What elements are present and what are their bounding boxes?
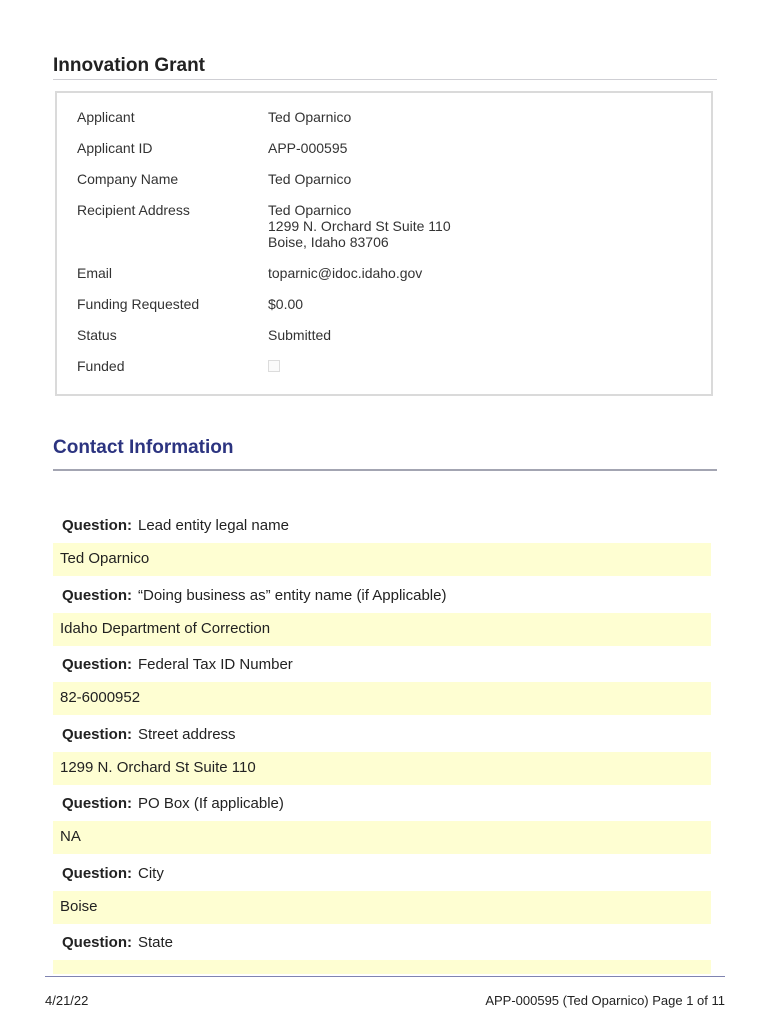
summary-value: $0.00 bbox=[268, 296, 304, 312]
question-prefix: Question: bbox=[62, 934, 132, 951]
question-prefix: Question: bbox=[62, 864, 132, 882]
question-prefix: Question: bbox=[62, 517, 132, 534]
question-row bbox=[62, 517, 289, 534]
summary-label: Applicant ID bbox=[77, 140, 153, 156]
question-prefix: Question: bbox=[62, 725, 132, 743]
address-line: 1299 N. Orchard St Suite 110 bbox=[268, 218, 451, 234]
summary-value: Submitted bbox=[268, 327, 332, 343]
question-text: Federal Tax ID Number bbox=[138, 656, 293, 673]
answer-field: Idaho Department of Correction bbox=[53, 613, 711, 646]
funded-checkbox[interactable] bbox=[268, 360, 280, 372]
question-text: PO Box (If applicable) bbox=[138, 795, 284, 812]
question-prefix: Question: bbox=[62, 586, 132, 604]
section-heading-contact-information: Contact Information bbox=[53, 437, 717, 471]
summary-label: Email bbox=[77, 265, 113, 281]
answer-field bbox=[53, 960, 711, 974]
footer-date: 4/21/22 bbox=[45, 993, 89, 1008]
answer-field: NA bbox=[53, 821, 711, 854]
summary-label: Applicant bbox=[77, 109, 135, 125]
summary-label: Funding Requested bbox=[77, 296, 200, 312]
address-line: Ted Oparnico bbox=[268, 202, 352, 218]
summary-label: Funded bbox=[77, 358, 125, 374]
question-row bbox=[62, 587, 446, 604]
footer-divider bbox=[45, 976, 725, 977]
question-text: City bbox=[138, 864, 164, 882]
summary-label: Status bbox=[77, 327, 117, 343]
document-title: Innovation Grant bbox=[53, 55, 717, 80]
address-block bbox=[268, 202, 451, 250]
answer-field: Boise bbox=[53, 891, 711, 924]
question-prefix: Question: bbox=[62, 795, 132, 812]
question-text: Lead entity legal name bbox=[138, 517, 289, 534]
question-text: “Doing business as” entity name (if Applicable) bbox=[138, 586, 447, 604]
question-text: State bbox=[138, 934, 174, 951]
question-row bbox=[62, 726, 236, 743]
footer-page-info: APP-000595 (Ted Oparnico) Page 1 of 11 bbox=[485, 993, 725, 1008]
question-row bbox=[62, 656, 293, 673]
summary-label: Recipient Address bbox=[77, 202, 190, 218]
summary-value: toparnic@idoc.idaho.gov bbox=[268, 265, 423, 281]
address-line: Boise, Idaho 83706 bbox=[268, 234, 389, 250]
question-prefix: Question: bbox=[62, 656, 132, 673]
answer-field: Ted Oparnico bbox=[53, 543, 711, 576]
summary-value: Ted Oparnico bbox=[268, 109, 352, 125]
question-row bbox=[62, 934, 173, 951]
question-text: Street address bbox=[138, 725, 236, 743]
answer-field: 82-6000952 bbox=[53, 682, 711, 715]
application-summary-panel bbox=[55, 91, 713, 396]
summary-value: APP-000595 bbox=[268, 140, 348, 156]
summary-label: Company Name bbox=[77, 171, 179, 187]
answer-field: 1299 N. Orchard St Suite 110 bbox=[53, 752, 711, 785]
question-row bbox=[62, 795, 284, 812]
question-row bbox=[62, 865, 164, 882]
summary-value: Ted Oparnico bbox=[268, 171, 352, 187]
